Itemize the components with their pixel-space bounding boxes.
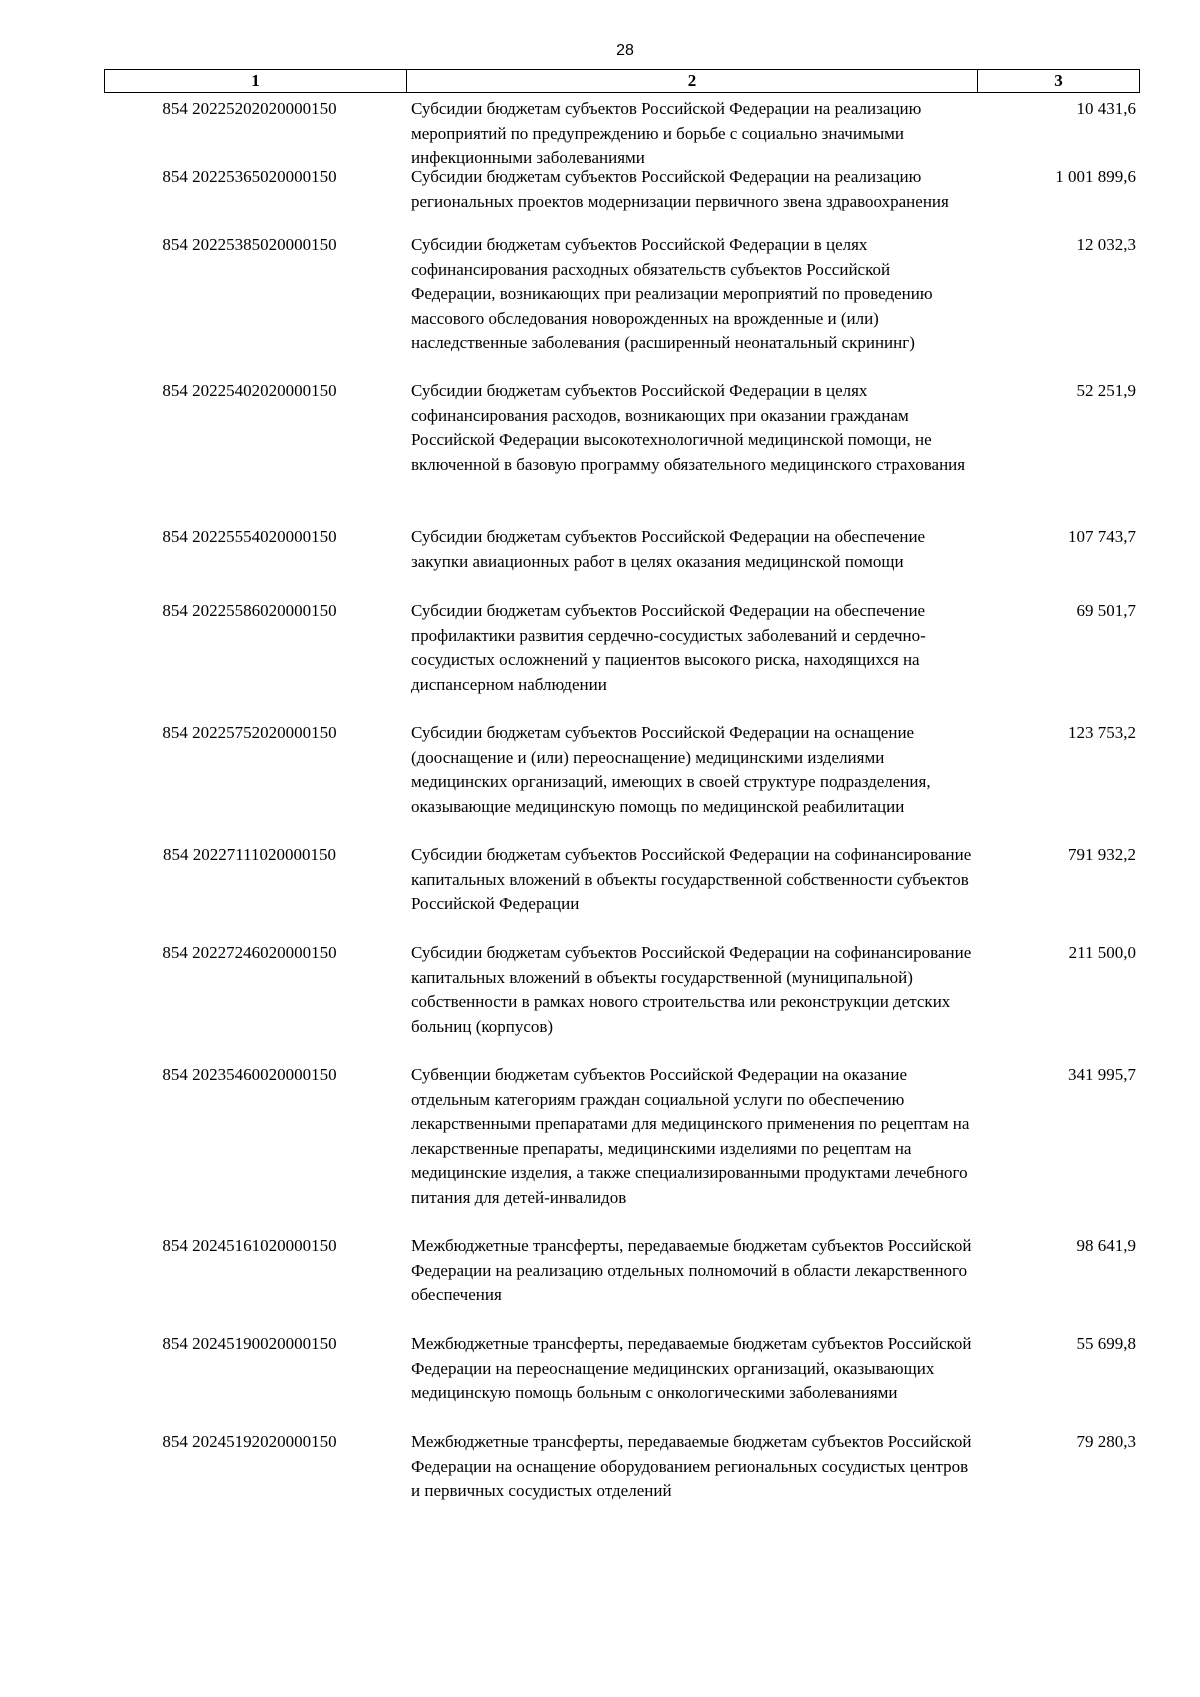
table-row: [104, 1063, 1140, 1234]
row-description: Субсидии бюджетам субъектов Российской Федерации на софинансирование капитальных вложений в объекты государственной (муниципальной) собственности в рамках нового строительства или реконструкции детских больниц (корпусов): [411, 943, 972, 1036]
column-header-2: 2: [407, 70, 978, 92]
row-amount: 211 500,0: [1068, 943, 1136, 962]
table-row: [104, 1332, 1140, 1430]
budget-code: 854 20227111020000150: [163, 845, 336, 864]
page-number: 28: [616, 42, 634, 59]
row-description: Межбюджетные трансферты, передаваемые бюджетам субъектов Российской Федерации на оснащение оборудованием региональных сосудистых центров и первичных сосудистых отделений: [411, 1432, 972, 1500]
row-description: Субвенции бюджетам субъектов Российской Федерации на оказание отдельным категориям граждан социальной услуги по обеспечению лекарственными препаратами для медицинского применения по рецептам на лекарственные препараты, медицинскими изделиями по рецептам на медицинские изделия, а также специализированными продуктами лечебного питания для детей-инвалидов: [411, 1065, 970, 1207]
row-amount: 107 743,7: [1068, 527, 1136, 546]
budget-code: 854 20245190020000150: [162, 1334, 337, 1353]
budget-code: 854 20245192020000150: [162, 1432, 337, 1451]
budget-code: 854 20225385020000150: [162, 235, 337, 254]
table-row: [104, 165, 1140, 233]
table-row: [104, 1430, 1140, 1528]
budget-code: 854 20225365020000150: [162, 167, 337, 186]
table-row: [104, 941, 1140, 1063]
table-body: [104, 97, 1140, 1528]
table-row: [104, 721, 1140, 843]
table-header: [104, 69, 1140, 93]
table-row: [104, 233, 1140, 379]
row-amount: 98 641,9: [1076, 1236, 1136, 1255]
row-description: Субсидии бюджетам субъектов Российской Федерации на обеспечение профилактики развития сердечно-сосудистых заболеваний и сердечно-сосудистых осложнений у пациентов высокого риска, находящихся на диспансерном наблюдении: [411, 601, 926, 694]
row-description: Субсидии бюджетам субъектов Российской Федерации на софинансирование капитальных вложений в объекты государственной собственности субъектов Российской Федерации: [411, 845, 972, 913]
row-amount: 1 001 899,6: [1055, 167, 1136, 186]
budget-code: 854 20225554020000150: [162, 527, 337, 546]
budget-code: 854 20225202020000150: [162, 99, 337, 118]
row-amount: 69 501,7: [1076, 601, 1136, 620]
budget-code: 854 20225586020000150: [162, 601, 337, 620]
row-description: Субсидии бюджетам субъектов Российской Федерации на реализацию региональных проектов модернизации первичного звена здравоохранения: [411, 167, 949, 211]
row-description: Субсидии бюджетам субъектов Российской Федерации на оснащение (дооснащение и (или) переоснащение) медицинскими изделиями медицинских организаций, имеющих в своей структуре подразделения, оказывающие медицинскую помощь по медицинской реабилитации: [411, 723, 931, 816]
row-amount: 123 753,2: [1068, 723, 1136, 742]
budget-code: 854 20225402020000150: [162, 381, 337, 400]
row-amount: 52 251,9: [1076, 381, 1136, 400]
row-description: Межбюджетные трансферты, передаваемые бюджетам субъектов Российской Федерации на реализацию отдельных полномочий в области лекарственного обеспечения: [411, 1236, 972, 1304]
budget-code: 854 20245161020000150: [162, 1236, 337, 1255]
row-amount: 79 280,3: [1076, 1432, 1136, 1451]
table-row: [104, 1234, 1140, 1332]
row-amount: 341 995,7: [1068, 1065, 1136, 1084]
row-amount: 55 699,8: [1076, 1334, 1136, 1353]
budget-code: 854 20225752020000150: [162, 723, 337, 742]
table-row: [104, 599, 1140, 721]
row-description: Межбюджетные трансферты, передаваемые бюджетам субъектов Российской Федерации на переоснащение медицинских организаций, оказывающих медицинскую помощь больным с онкологическими заболеваниями: [411, 1334, 972, 1402]
row-amount: 12 032,3: [1076, 235, 1136, 254]
table-row: [104, 525, 1140, 599]
row-amount: 10 431,6: [1076, 99, 1136, 118]
table-row: [104, 97, 1140, 165]
column-header-3: 3: [1054, 71, 1063, 90]
row-description: Субсидии бюджетам субъектов Российской Федерации в целях софинансирования расходных обязательств субъектов Российской Федерации, возникающих при реализации мероприятий по проведению массового обследования новорожденных на врожденные и (или) наследственные заболевания (расширенный неонатальный скрининг): [411, 235, 933, 352]
column-header-1: 1: [105, 70, 407, 92]
budget-code: 854 20227246020000150: [162, 943, 337, 962]
budget-code: 854 20235460020000150: [162, 1065, 337, 1084]
row-description: Субсидии бюджетам субъектов Российской Федерации в целях софинансирования расходов, возникающих при оказании гражданам Российской Федерации высокотехнологичной медицинской помощи, не включенной в базовую программу обязательного медицинского страхования: [411, 381, 966, 474]
row-amount: 791 932,2: [1068, 845, 1136, 864]
row-description: Субсидии бюджетам субъектов Российской Федерации на обеспечение закупки авиационных работ в целях оказания медицинской помощи: [411, 527, 926, 571]
table-row: [104, 379, 1140, 525]
table-row: [104, 843, 1140, 941]
row-description: Субсидии бюджетам субъектов Российской Федерации на реализацию мероприятий по предупреждению и борьбе с социально значимыми инфекционными заболеваниями: [411, 99, 922, 167]
